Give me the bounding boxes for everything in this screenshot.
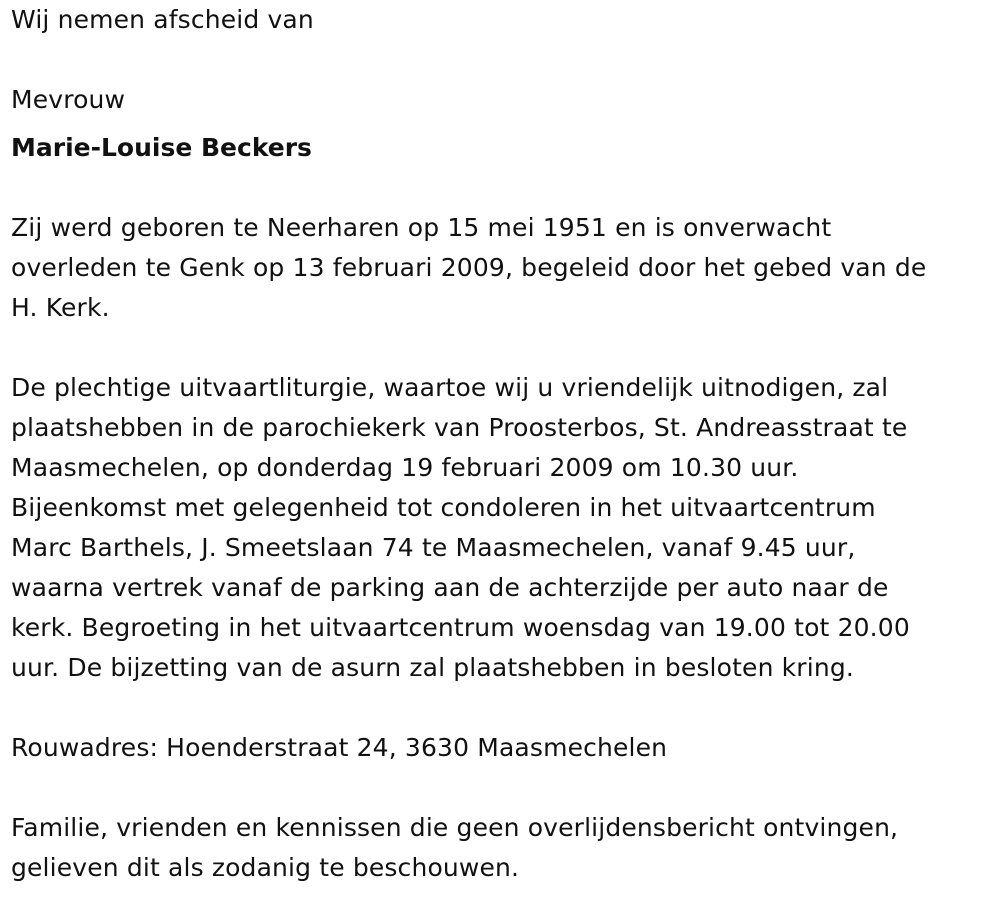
paragraph-line: overleden te Genk op 13 februari 2009, begeleid door het gebed van de <box>11 253 927 282</box>
paragraph-line: Zij werd geboren te Neerharen op 15 mei 1951 en is onverwacht <box>11 213 832 242</box>
paragraph-line: Bijeenkomst met gelegenheid tot condoleren in het uitvaartcentrum <box>11 493 876 522</box>
paragraph-line: waarna vertrek vanaf de parking aan de achterzijde per auto naar de <box>11 573 889 602</box>
paragraph-line: plaatshebben in de parochiekerk van Proosterbos, St. Andreasstraat te <box>11 413 908 442</box>
birth-paragraph <box>11 208 991 328</box>
paragraph-line: Maasmechelen, op donderdag 19 februari 2009 om 10.30 uur. <box>11 453 799 482</box>
paragraph-line: Marc Barthels, J. Smeetslaan 74 te Maasmechelen, vanaf 9.45 uur, <box>11 533 856 562</box>
spacer <box>11 328 991 368</box>
paragraph-line: gelieven dit als zodanig te beschouwen. <box>11 853 520 882</box>
spacer <box>11 768 991 808</box>
spacer <box>11 40 991 80</box>
spacer <box>11 688 991 728</box>
closing-paragraph <box>11 808 991 888</box>
mourning-address: Rouwadres: Hoenderstraat 24, 3630 Maasmechelen <box>11 733 668 762</box>
honorific: Mevrouw <box>11 85 126 114</box>
spacer <box>11 120 991 128</box>
paragraph-line: uur. De bijzetting van de asurn zal plaatshebben in besloten kring. <box>11 653 854 682</box>
intro-text: Wij nemen afscheid van <box>11 5 314 34</box>
deceased-name: Marie-Louise Beckers <box>11 133 312 162</box>
paragraph-line: De plechtige uitvaartliturgie, waartoe wij u vriendelijk uitnodigen, zal <box>11 373 889 402</box>
paragraph-line: Familie, vrienden en kennissen die geen overlijdensbericht ontvingen, <box>11 813 899 842</box>
spacer <box>11 168 991 208</box>
death-notice <box>11 0 991 888</box>
paragraph-line: H. Kerk. <box>11 293 110 322</box>
paragraph-line: kerk. Begroeting in het uitvaartcentrum woensdag van 19.00 tot 20.00 <box>11 613 910 642</box>
funeral-paragraph <box>11 368 991 688</box>
